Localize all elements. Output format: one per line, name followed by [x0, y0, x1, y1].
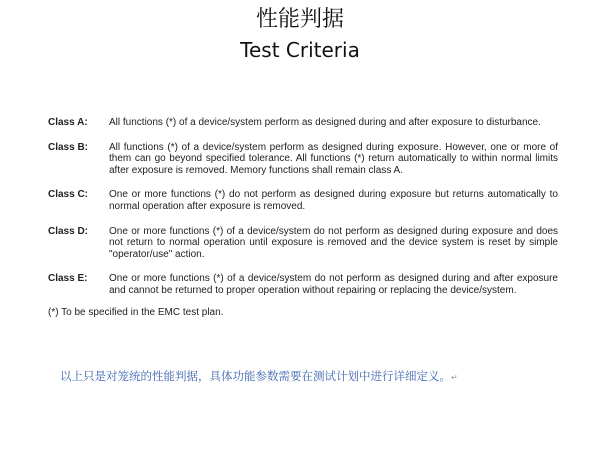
criteria-row-class-e — [48, 273, 558, 296]
class-description: All functions (*) of a device/system perform as designed during exposure. However, one or more of them can go beyond specified tolerance. All functions (*) return automatically to within normal limits after exposure is removed. Memory functions shall remain class A. — [109, 141, 558, 176]
paragraph-mark-icon: ↵ — [451, 373, 458, 382]
class-description: One or more functions (*) do not perform as designed during exposure but returns automatically to normal operation after exposure is removed. — [109, 189, 558, 212]
criteria-row-class-a — [48, 117, 558, 129]
class-label: Class C: — [48, 189, 89, 201]
class-label: Class A: — [48, 117, 88, 128]
page-title-chinese: 性能判据 — [255, 7, 344, 32]
class-label: Class B: — [48, 141, 89, 153]
criteria-row-class-c — [48, 189, 558, 212]
class-description: All functions (*) of a device/system perform as designed during and after exposure to disturbance. — [109, 117, 541, 128]
class-description: One or more functions (*) of a device/system do not perform as designed during and after exposure and cannot be returned to proper operation without repairing or replacing the device/system. — [109, 273, 558, 296]
criteria-list — [48, 117, 558, 318]
criteria-row-class-d — [48, 226, 558, 261]
criteria-row-class-b — [48, 142, 558, 177]
class-label: Class D: — [48, 225, 89, 237]
class-label: Class E: — [48, 273, 88, 285]
class-description: One or more functions (*) of a device/system do not perform as designed during exposure and does not return to normal operation until exposure is removed and the device system is reset by simple "operator/use" action. — [109, 225, 558, 260]
footnote: (*) To be specified in the EMC test plan. — [48, 306, 224, 318]
chinese-note — [60, 368, 560, 386]
page-title-english: Test Criteria — [240, 38, 360, 62]
chinese-note-text: 以上只是对笼统的性能判据，具体功能参数需要在测试计划中进行详细定义。 — [60, 369, 451, 383]
